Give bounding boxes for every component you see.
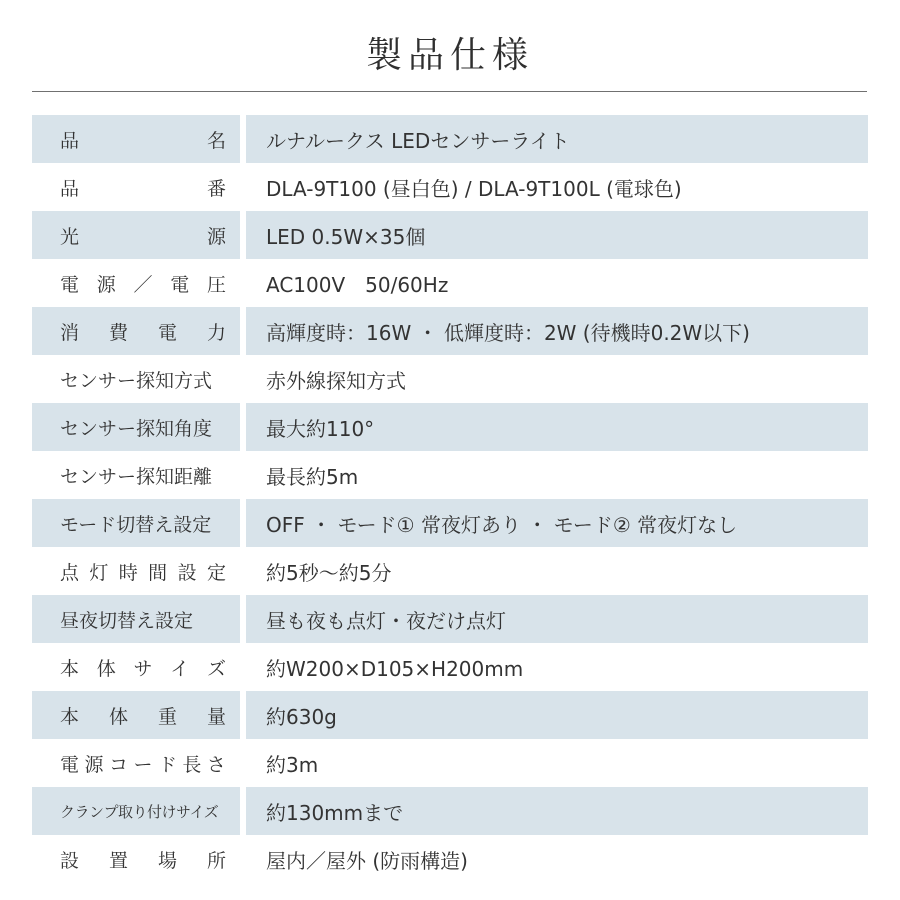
spec-label: 設 置 場 所: [60, 849, 226, 872]
spec-value: AC100V 50/60Hz: [266, 272, 449, 297]
spec-row-clamp-size: [32, 787, 868, 835]
spec-label: モード切替え設定: [32, 499, 240, 547]
spec-row-sensor-distance: [32, 451, 868, 499]
spec-row-sensor-angle: [32, 403, 868, 451]
spec-row-model-number: [32, 163, 868, 211]
spec-table: [32, 115, 868, 883]
spec-value: 約W200×D105×H200mm: [266, 656, 524, 681]
spec-label: センサー探知角度: [32, 403, 240, 451]
spec-label: 光 源: [32, 211, 240, 259]
spec-label: 消 費 電 力: [32, 307, 240, 355]
spec-label: 本 体 サ イ ズ: [60, 657, 226, 680]
spec-label: センサー探知方式: [60, 369, 213, 392]
spec-label: 昼夜切替え設定: [32, 595, 240, 643]
spec-value: ルナルークス LEDセンサーライト: [246, 115, 868, 163]
spec-row-cord-length: [32, 739, 868, 787]
spec-row-day-night-setting: [32, 595, 868, 643]
spec-row-sensor-method: [32, 355, 868, 403]
spec-value: 最大約110°: [246, 403, 868, 451]
spec-value: 約130mmまで: [246, 787, 868, 835]
spec-value: 約630g: [246, 691, 868, 739]
spec-label: 電 源 コ ー ド 長 さ: [60, 753, 226, 776]
spec-row-power-voltage: [32, 259, 868, 307]
spec-label: 品 名: [32, 115, 240, 163]
spec-row-installation-location: [32, 835, 868, 883]
spec-row-mode-setting: [32, 499, 868, 547]
spec-label: クランプ取り付けサイズ: [32, 787, 240, 835]
page-title: 製品仕様: [365, 35, 534, 76]
spec-label: 本 体 重 量: [32, 691, 240, 739]
spec-row-light-source: [32, 211, 868, 259]
spec-row-power-consumption: [32, 307, 868, 355]
spec-label: 点 灯 時 間 設 定: [60, 561, 226, 584]
spec-row-product-name: [32, 115, 868, 163]
spec-label: 品 番: [60, 177, 226, 200]
spec-value: 屋内／屋外 (防雨構造): [266, 848, 468, 873]
spec-value: 約3m: [266, 752, 319, 777]
spec-value: 昼も夜も点灯・夜だけ点灯: [246, 595, 868, 643]
spec-value: 最長約5m: [266, 464, 359, 489]
spec-value: LED 0.5W×35個: [246, 211, 868, 259]
spec-value: DLA-9T100 (昼白色) / DLA-9T100L (電球色): [266, 176, 682, 201]
spec-value: 約5秒～約5分: [266, 560, 392, 585]
spec-row-body-weight: [32, 691, 868, 739]
spec-value: 赤外線探知方式: [266, 368, 406, 393]
title-divider: [32, 91, 867, 92]
spec-label: 電 源 ／ 電 圧: [60, 273, 226, 296]
spec-value: 高輝度時：16W ・ 低輝度時：2W (待機時0.2W以下): [246, 307, 868, 355]
spec-value: OFF ・ モード① 常夜灯あり ・ モード② 常夜灯なし: [246, 499, 868, 547]
spec-label: センサー探知距離: [60, 465, 213, 488]
spec-row-lighting-time: [32, 547, 868, 595]
spec-row-body-size: [32, 643, 868, 691]
